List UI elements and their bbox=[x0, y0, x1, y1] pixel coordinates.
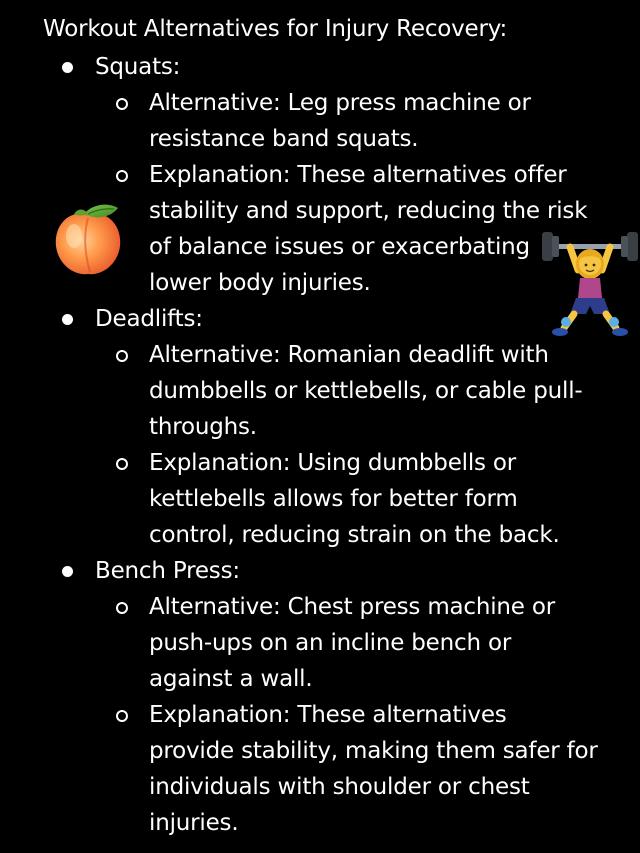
text-line: dumbbells or kettlebells, or cable pull- bbox=[149, 378, 583, 404]
sub-list bbox=[0, 337, 640, 553]
text-line: Alternative: Romanian deadlift with bbox=[149, 342, 549, 368]
sub-list bbox=[0, 589, 640, 841]
bullet-circle-icon bbox=[116, 170, 128, 182]
section-label: Squats: bbox=[95, 54, 181, 80]
text-line: Alternative: Leg press machine or bbox=[149, 90, 531, 116]
workout-list bbox=[0, 49, 640, 841]
list-item-explanation bbox=[0, 445, 640, 553]
text-line: individuals with shoulder or chest bbox=[149, 774, 530, 800]
bullet-disc-icon bbox=[62, 566, 73, 577]
bullet-circle-icon bbox=[116, 710, 128, 722]
text-line: lower body injuries. bbox=[149, 270, 371, 296]
text-line: Explanation: Using dumbbells or bbox=[149, 450, 517, 476]
text-line: kettlebells allows for better form bbox=[149, 486, 518, 512]
list-item-alternative bbox=[0, 85, 640, 157]
text-line: Explanation: These alternatives bbox=[149, 702, 507, 728]
woman-lifting-weights-emoji-icon bbox=[540, 228, 640, 338]
text-line: control, reducing strain on the back. bbox=[149, 522, 560, 548]
section-label: Deadlifts: bbox=[95, 306, 203, 332]
text-line: resistance band squats. bbox=[149, 126, 419, 152]
text-line: provide stability, making them safer for bbox=[149, 738, 598, 764]
text-line: injuries. bbox=[149, 810, 239, 836]
text-line: Alternative: Chest press machine or bbox=[149, 594, 556, 620]
bullet-circle-icon bbox=[116, 458, 128, 470]
text-line: Explanation: These alternatives offer bbox=[149, 162, 567, 188]
list-item-alternative bbox=[0, 337, 640, 445]
page-title: Workout Alternatives for Injury Recovery: bbox=[43, 16, 508, 42]
bullet-circle-icon bbox=[116, 98, 128, 110]
section-deadlifts bbox=[0, 301, 640, 553]
peach-emoji-icon bbox=[48, 200, 128, 280]
section-label: Bench Press: bbox=[95, 558, 240, 584]
bullet-disc-icon bbox=[62, 62, 73, 73]
list-item-alternative bbox=[0, 589, 640, 697]
text-line: throughs. bbox=[149, 414, 257, 440]
list-item-explanation bbox=[0, 697, 640, 841]
bullet-circle-icon bbox=[116, 602, 128, 614]
text-line: stability and support, reducing the risk bbox=[149, 198, 588, 224]
bullet-circle-icon bbox=[116, 350, 128, 362]
text-line: against a wall. bbox=[149, 666, 313, 692]
text-line: of balance issues or exacerbating bbox=[149, 234, 530, 260]
bullet-disc-icon bbox=[62, 314, 73, 325]
text-line: push-ups on an incline bench or bbox=[149, 630, 512, 656]
section-bench-press bbox=[0, 553, 640, 841]
